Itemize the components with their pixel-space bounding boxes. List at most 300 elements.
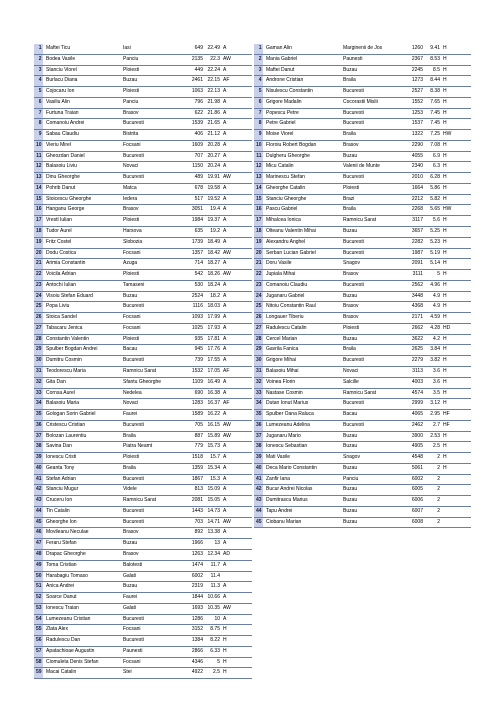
rank-cell: 18 <box>254 227 263 238</box>
id-cell: 703 <box>194 518 203 525</box>
club-cell: Bacau <box>123 346 138 353</box>
score-cell: 6.33 <box>210 647 220 654</box>
class-cell: A <box>223 120 227 127</box>
club-cell: Bucuresti <box>123 615 144 622</box>
name-cell: Gheorghe Ion <box>46 518 77 525</box>
class-cell: A <box>223 583 227 590</box>
table-row <box>34 442 252 453</box>
score-cell: 18.49 <box>207 238 220 245</box>
id-cell: 3152 <box>191 626 203 633</box>
club-cell: Panciu <box>343 475 359 482</box>
rank-cell: 36 <box>254 420 263 431</box>
name-cell: Arimia Constantin <box>46 260 86 267</box>
name-cell: Grigore Madalin <box>266 98 302 105</box>
club-cell: Novaci <box>123 400 139 407</box>
rank-cell: 13 <box>34 173 43 184</box>
table-row <box>34 410 252 421</box>
table-row <box>254 140 471 151</box>
club-cell: Ploiesti <box>123 335 140 342</box>
score-cell: 16.15 <box>207 421 220 428</box>
table-row <box>254 151 471 162</box>
score-cell: 19.52 <box>207 195 220 202</box>
club-cell: Buzau <box>343 518 358 525</box>
score-cell: 2 <box>437 518 440 525</box>
class-cell: H <box>443 292 447 299</box>
score-cell: 19.37 <box>207 217 220 224</box>
class-cell: HF <box>443 411 450 418</box>
class-cell <box>441 517 471 528</box>
score-cell: 10 <box>214 615 220 622</box>
rank-cell: 14 <box>254 183 263 194</box>
class-cell: A <box>223 195 227 202</box>
table-row <box>254 496 471 507</box>
rank-cell: 53 <box>34 603 43 614</box>
score-cell: 5.86 <box>430 184 440 191</box>
score-cell: 21.12 <box>207 131 220 138</box>
id-cell: 2340 <box>411 163 423 170</box>
club-cell: Brasov <box>343 314 359 321</box>
id-cell: 1093 <box>191 314 203 321</box>
rank-cell: 46 <box>34 528 43 539</box>
table-row <box>254 345 471 356</box>
class-cell: A <box>223 163 227 170</box>
id-cell: 935 <box>194 335 203 342</box>
rank-cell: 59 <box>34 668 43 679</box>
club-cell: Bucuresti <box>123 357 144 364</box>
name-cell: Savina Dan <box>46 443 72 450</box>
class-cell: A <box>223 152 227 159</box>
class-cell: H <box>443 174 447 181</box>
score-cell: 5.6 <box>433 217 440 224</box>
table-row <box>254 65 471 76</box>
rank-cell: 37 <box>254 431 263 442</box>
name-cell: Dodu Costica <box>46 249 77 256</box>
rank-cell: 3 <box>254 65 263 76</box>
score-cell: 2.5 <box>213 669 220 676</box>
name-cell: Vieriu Mirel <box>46 141 71 148</box>
club-cell: Buzau <box>343 66 358 73</box>
club-cell: Focsani <box>123 141 141 148</box>
club-cell: Salcille <box>343 378 359 385</box>
club-cell: Buzau <box>343 335 358 342</box>
name-cell: Ionescu Cristi <box>46 454 77 461</box>
name-cell: Popescu Petre <box>266 109 299 116</box>
score-cell: 21.86 <box>207 109 220 116</box>
table-row <box>254 183 471 194</box>
class-cell <box>221 571 252 582</box>
name-cell: Ciomuleta Denis Stefan <box>46 658 99 665</box>
rank-cell: 58 <box>34 657 43 668</box>
rank-cell: 28 <box>34 334 43 345</box>
table-row <box>34 539 252 550</box>
name-cell: Stanciu Viorel <box>46 66 77 73</box>
club-cell: Brazi <box>343 195 355 202</box>
score-cell: 5.23 <box>430 238 440 245</box>
score-cell: 7.45 <box>430 109 440 116</box>
rank-cell: 41 <box>34 474 43 485</box>
id-cell: 3111 <box>412 271 423 278</box>
table-row <box>34 280 252 291</box>
class-cell: A <box>223 206 227 213</box>
class-cell: H <box>443 400 447 407</box>
name-cell: Mati Vasile <box>266 454 291 461</box>
id-cell: 4574 <box>411 389 423 396</box>
class-cell: H <box>443 55 447 62</box>
name-cell: Gita Dan <box>46 378 66 385</box>
name-cell: Doru Vasile <box>266 260 292 267</box>
table-row <box>34 636 252 647</box>
score-cell: 5.65 <box>430 206 440 213</box>
name-cell: Zlata Alex <box>46 626 68 633</box>
rank-cell: 9 <box>254 130 263 141</box>
score-cell: 15.3 <box>210 475 220 482</box>
id-cell: 4003 <box>411 378 423 385</box>
table-row <box>254 248 471 259</box>
class-cell: H <box>223 647 227 654</box>
club-cell: Bucuresti <box>343 281 364 288</box>
class-cell: A <box>223 389 227 396</box>
rank-cell: 2 <box>254 54 263 65</box>
id-cell: 6007 <box>411 507 423 514</box>
name-cell: Alexandru Anghel <box>266 238 306 245</box>
table-row <box>34 237 252 248</box>
table-row <box>34 183 252 194</box>
class-cell: A <box>223 561 227 568</box>
id-cell: 635 <box>194 228 203 235</box>
rank-cell: 49 <box>34 560 43 571</box>
table-row <box>34 44 252 54</box>
class-cell: A <box>223 131 227 138</box>
class-cell: HW <box>443 131 452 138</box>
rank-cell: 48 <box>34 549 43 560</box>
score-cell: 15.73 <box>207 443 220 450</box>
club-cell: Bucuresti <box>123 507 144 514</box>
rank-cell: 33 <box>254 388 263 399</box>
score-cell: 4.9 <box>433 292 440 299</box>
name-cell: Cruceru Ion <box>46 497 73 504</box>
name-cell: Stoica Sandel <box>46 314 77 321</box>
table-row <box>34 162 252 173</box>
club-cell: Harsova <box>123 228 142 235</box>
id-cell: 3117 <box>412 217 423 224</box>
club-cell: Nedelea <box>123 389 142 396</box>
id-cell: 1739 <box>191 238 203 245</box>
class-cell: A <box>223 45 227 51</box>
class-cell: H <box>443 77 447 84</box>
name-cell: Toma Cristian <box>46 561 77 568</box>
class-cell: H <box>443 271 447 278</box>
score-cell: 16.38 <box>207 389 220 396</box>
table-row <box>34 431 252 442</box>
name-cell: Floroiu Robert Bogdan <box>266 141 317 148</box>
class-cell: H <box>443 389 447 396</box>
score-cell: 15.89 <box>207 432 220 439</box>
rank-cell: 44 <box>34 506 43 517</box>
id-cell: 813 <box>194 486 203 493</box>
id-cell: 739 <box>194 357 203 364</box>
club-cell: Bucuresti <box>343 88 364 95</box>
id-cell: 1384 <box>191 637 203 644</box>
table-row <box>34 119 252 130</box>
club-cell: Bucuresti <box>123 174 144 181</box>
table-row <box>34 140 252 151</box>
score-cell: 19.2 <box>210 228 220 235</box>
rank-cell: 12 <box>254 162 263 173</box>
id-cell: 3622 <box>411 335 423 342</box>
table-row <box>254 334 471 345</box>
name-cell: Voicila Adrian <box>46 271 77 278</box>
name-cell: Dutan Ionut Marius <box>266 400 309 407</box>
rank-cell: 13 <box>254 173 263 184</box>
score-cell: 2.7 <box>433 421 440 428</box>
table-row <box>34 334 252 345</box>
table-row <box>254 506 471 517</box>
rank-cell: 19 <box>254 237 263 248</box>
club-cell: Ploiesti <box>343 324 360 331</box>
name-cell: Gheozdan Daniel <box>46 152 85 159</box>
id-cell: 1987 <box>411 249 423 256</box>
rank-cell: 34 <box>34 399 43 410</box>
rank-cell: 45 <box>254 517 263 528</box>
class-cell: A <box>223 454 227 461</box>
id-cell: 2461 <box>191 77 203 84</box>
score-cell: 7.25 <box>430 131 440 138</box>
class-cell: H <box>443 228 447 235</box>
name-cell: Petre Gabriel <box>266 120 296 127</box>
class-cell: A <box>223 98 227 105</box>
name-cell: Juganaru Mario <box>266 432 301 439</box>
name-cell: Constantin Valentin <box>46 335 89 342</box>
id-cell: 2212 <box>411 195 423 202</box>
score-cell: 21.98 <box>207 98 220 105</box>
id-cell: 2135 <box>191 55 203 62</box>
name-cell: Ionescu Sebastian <box>266 443 308 450</box>
score-cell: 2 <box>437 464 440 471</box>
class-cell: H <box>443 66 447 73</box>
id-cell: 1116 <box>192 303 203 310</box>
rank-cell: 22 <box>254 270 263 281</box>
id-cell: 1532 <box>191 367 203 374</box>
id-cell: 1552 <box>411 98 423 105</box>
id-cell: 6002 <box>411 475 423 482</box>
name-cell: Deca Mario Constantin <box>266 464 317 471</box>
rank-cell: 11 <box>34 151 43 162</box>
table-row <box>34 517 252 528</box>
rank-cell: 50 <box>34 571 43 582</box>
score-cell: 22.15 <box>207 77 220 84</box>
table-row <box>254 485 471 496</box>
name-cell: Maftei Danut <box>266 66 295 73</box>
class-cell: A <box>223 184 227 191</box>
table-row <box>34 614 252 625</box>
name-cell: Spulber Bogdan Andrei <box>46 346 98 353</box>
class-cell: A <box>223 292 227 299</box>
rank-cell: 47 <box>34 539 43 550</box>
name-cell: Apatachioae Augustin <box>46 647 95 654</box>
name-cell: Balasoiu Mihai <box>266 367 299 374</box>
club-cell: Brasov <box>123 109 139 116</box>
rank-cell: 10 <box>34 140 43 151</box>
class-cell: A <box>223 335 227 342</box>
score-cell: 8.44 <box>430 77 440 84</box>
score-cell: 19.58 <box>207 184 220 191</box>
id-cell: 1150 <box>192 163 203 170</box>
table-row <box>34 463 252 474</box>
class-cell: H <box>443 303 447 310</box>
name-cell: Marinescu Stefan <box>266 174 305 181</box>
club-cell: Panciu <box>123 55 139 62</box>
name-cell: Micu Catalin <box>266 163 294 170</box>
table-row <box>254 323 471 334</box>
class-cell: H <box>443 109 447 116</box>
id-cell: 1263 <box>191 550 203 557</box>
score-cell: 7.45 <box>430 120 440 127</box>
rank-cell: 6 <box>34 97 43 108</box>
rank-cell: 28 <box>254 334 263 345</box>
class-cell: H <box>443 45 447 51</box>
id-cell: 1609 <box>191 141 203 148</box>
table-row <box>34 248 252 259</box>
name-cell: Fritz Costel <box>46 238 72 245</box>
class-cell: H <box>443 217 447 224</box>
club-cell: Braila <box>343 77 356 84</box>
name-cell: Visoiu Stefan Eduard <box>46 292 93 299</box>
class-cell: AW <box>223 249 231 256</box>
rank-cell: 40 <box>254 463 263 474</box>
id-cell: 1443 <box>191 507 203 514</box>
class-cell <box>441 474 471 485</box>
score-cell: 2 <box>437 507 440 514</box>
table-row <box>254 474 471 485</box>
rank-cell: 25 <box>34 302 43 313</box>
id-cell: 6006 <box>411 497 423 504</box>
score-cell: 17.05 <box>207 367 220 374</box>
class-cell: A <box>223 411 227 418</box>
score-cell: 20.24 <box>207 163 220 170</box>
name-cell: Popa Liviu <box>46 303 70 310</box>
class-cell: H <box>223 669 227 676</box>
score-cell: 8.38 <box>430 88 440 95</box>
score-cell: 20.28 <box>207 141 220 148</box>
class-cell: A <box>223 88 227 95</box>
club-cell: Iasi <box>123 45 131 51</box>
score-cell: 15.05 <box>207 497 220 504</box>
name-cell: Balasoiu Maria <box>46 400 80 407</box>
club-cell: Buzau <box>343 443 358 450</box>
id-cell: 892 <box>194 529 203 536</box>
class-cell: A <box>223 540 227 547</box>
rank-cell: 36 <box>34 420 43 431</box>
table-row <box>34 668 252 679</box>
club-cell: Ploiesti <box>123 271 140 278</box>
class-cell: H <box>443 120 447 127</box>
score-cell: 3.82 <box>430 357 440 364</box>
id-cell: 542 <box>194 271 203 278</box>
rank-cell: 35 <box>34 410 43 421</box>
id-cell: 1359 <box>191 464 203 471</box>
score-cell: 2.53 <box>430 432 440 439</box>
rank-cell: 20 <box>34 248 43 259</box>
class-cell: A <box>223 346 227 353</box>
rank-cell: 39 <box>34 453 43 464</box>
id-cell: 2010 <box>411 174 423 181</box>
name-cell: Furtuna Traian <box>46 109 79 116</box>
id-cell: 1286 <box>191 615 203 622</box>
score-cell: 9.41 <box>430 45 440 51</box>
class-cell: A <box>223 378 227 385</box>
name-cell: Antochi Iulian <box>46 281 77 288</box>
class-cell: A <box>223 109 227 116</box>
id-cell: 2625 <box>411 346 423 353</box>
score-cell: 22.13 <box>207 88 220 95</box>
id-cell: 945 <box>194 346 203 353</box>
name-cell: Dinu Gheorghe <box>46 174 80 181</box>
score-cell: 2 <box>437 454 440 461</box>
id-cell: 707 <box>194 152 203 159</box>
score-cell: 22.49 <box>207 45 220 51</box>
table-row <box>34 399 252 410</box>
class-cell: A <box>223 507 227 514</box>
class-cell: A <box>223 260 227 267</box>
class-cell: A <box>223 217 227 224</box>
id-cell: 678 <box>194 184 203 191</box>
class-cell <box>441 485 471 496</box>
club-cell: Buzau <box>343 292 358 299</box>
score-cell: 15.34 <box>207 464 220 471</box>
table-row <box>34 582 252 593</box>
class-cell: H <box>443 195 447 202</box>
score-cell: 6.9 <box>433 152 440 159</box>
club-cell: Stei <box>123 669 132 676</box>
id-cell: 887 <box>194 432 203 439</box>
table-row <box>34 388 252 399</box>
id-cell: 1109 <box>192 378 203 385</box>
name-cell: Balasoiu Liviu <box>46 163 77 170</box>
table-row <box>254 442 471 453</box>
table-row <box>254 291 471 302</box>
id-cell: 1537 <box>411 120 423 127</box>
table-row <box>254 270 471 281</box>
results-table-right <box>254 44 471 528</box>
table-row <box>34 97 252 108</box>
name-cell: Geanta Tony <box>46 464 75 471</box>
rank-cell: 19 <box>34 237 43 248</box>
table-row <box>34 291 252 302</box>
club-cell: Bucuresti <box>343 249 364 256</box>
rank-cell: 57 <box>34 646 43 657</box>
class-cell: A <box>223 324 227 331</box>
id-cell: 1966 <box>191 540 203 547</box>
rank-cell: 11 <box>254 151 263 162</box>
class-cell: HF <box>443 421 450 428</box>
table-row <box>34 259 252 270</box>
table-row <box>254 259 471 270</box>
name-cell: Harabagiu Tomaso <box>46 572 88 579</box>
id-cell: 622 <box>194 109 203 116</box>
name-cell: Stanciu Gheorghe <box>266 195 307 202</box>
rank-cell: 12 <box>34 162 43 173</box>
score-cell: 11.4 <box>210 572 220 579</box>
score-cell: 7.65 <box>430 98 440 105</box>
table-row <box>254 420 471 431</box>
club-cell: Faurei <box>123 594 138 601</box>
table-row <box>34 420 252 431</box>
table-row <box>254 280 471 291</box>
name-cell: Olteanu Valentin Mihai <box>266 228 316 235</box>
table-row <box>34 194 252 205</box>
name-cell: Stanciu Mugur <box>46 486 79 493</box>
score-cell: 10.35 <box>207 604 220 611</box>
